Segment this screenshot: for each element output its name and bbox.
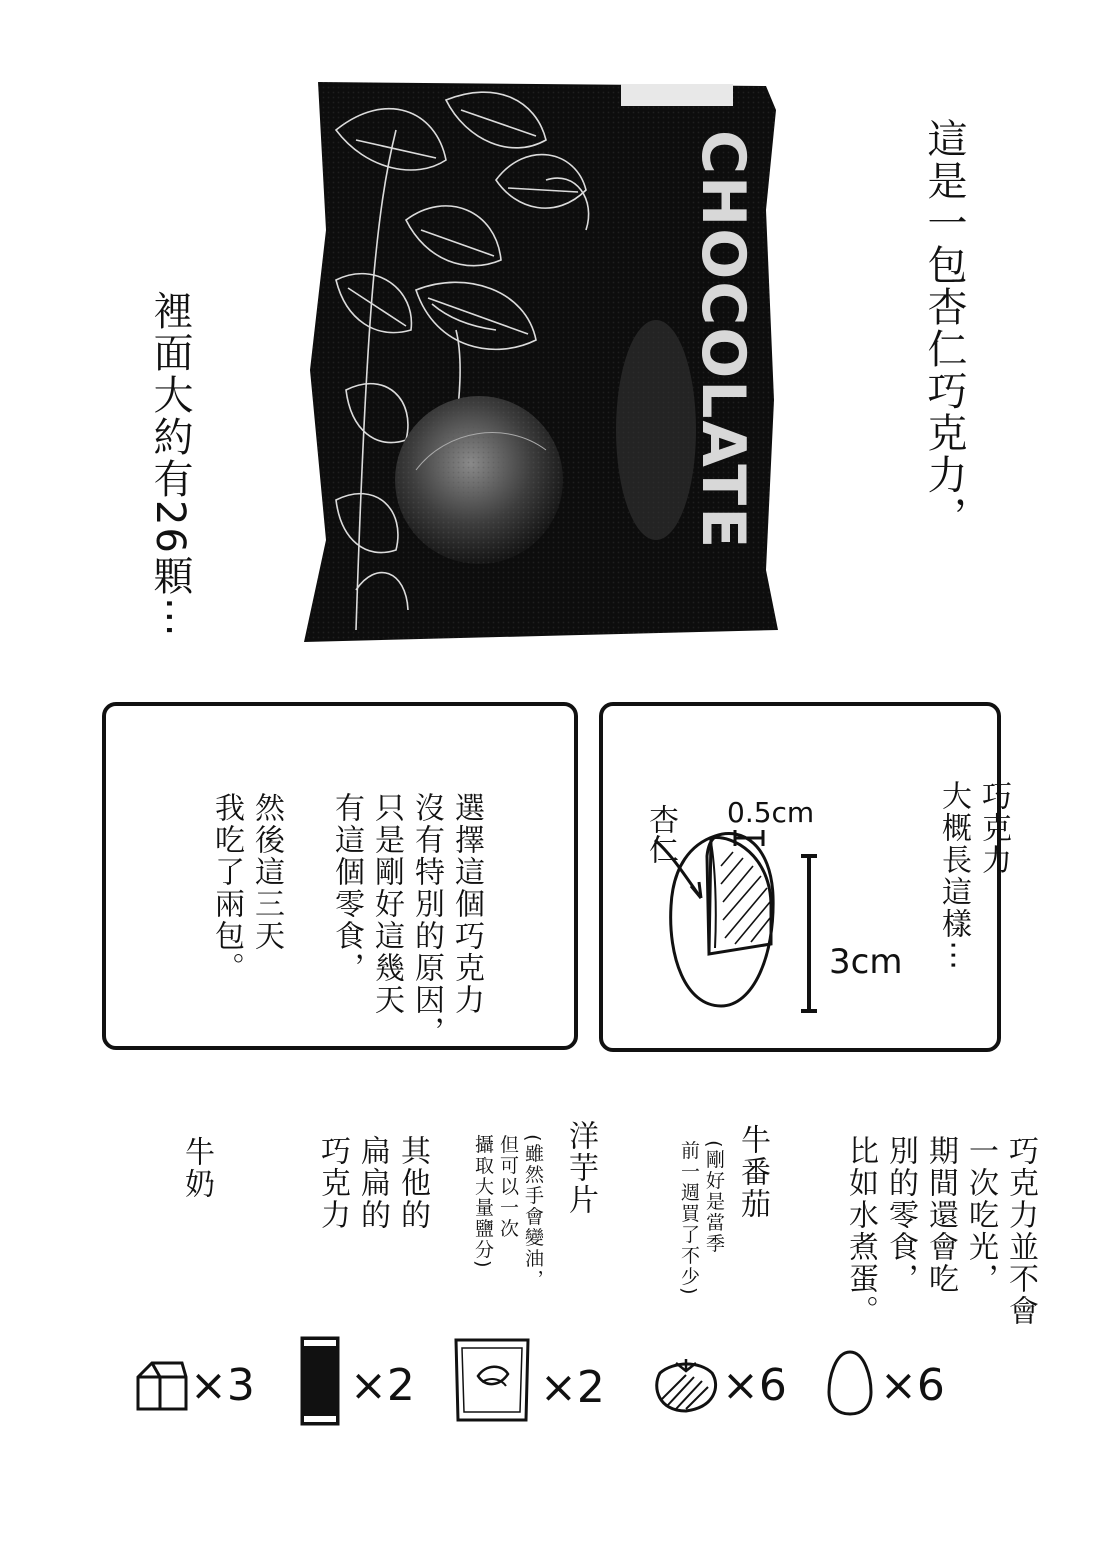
snack-chips-note-line: (雖然手會變油，	[522, 1134, 544, 1291]
snack-tomato-note-line: (剛好是當季	[703, 1140, 725, 1255]
snack-other-chocolate-line: 其他的	[395, 1135, 430, 1232]
panel-size-caption-line: 巧克力	[976, 780, 1011, 877]
snack-tomato-note	[676, 1124, 751, 1297]
panel-reason-line: 沒有特別的原因，	[409, 792, 444, 1049]
snack-chips-title: 洋芋片	[563, 1120, 598, 1216]
panel-reason-text	[166, 746, 526, 1049]
caption-chocolate-intro: 這是一包杏仁巧克力，	[921, 118, 967, 538]
snack-other-chocolate	[312, 1112, 472, 1231]
snack-chips-note	[470, 1118, 570, 1291]
chocolate-bar-icon	[300, 1336, 340, 1426]
snack-milk: 牛奶	[179, 1136, 214, 1200]
tally-milk: ×3	[190, 1360, 255, 1411]
caption-other-snacks	[840, 1112, 1080, 1327]
panel-reason	[102, 702, 578, 1050]
caption-other-snacks-line: 期間還會吃	[923, 1135, 958, 1296]
chips-bag-icon	[452, 1336, 532, 1422]
chocolate-package	[296, 70, 796, 650]
label-almond: 杏仁	[643, 804, 678, 864]
panel-reason-line: 然後這三天	[249, 792, 284, 953]
panel-reason-line: 只是剛好這幾天	[369, 792, 404, 1017]
snack-tomato-title: 牛番茄	[735, 1124, 770, 1220]
snack-chips-note-line: 但可以一次	[497, 1134, 519, 1240]
caption-other-snacks-line: 別的零食，	[883, 1135, 918, 1296]
tally-chips: ×2	[540, 1362, 605, 1413]
egg-icon	[825, 1348, 875, 1418]
snack-other-chocolate-line: 扁扁的	[355, 1135, 390, 1232]
package-label: CHOCOLATE	[688, 130, 758, 551]
tally-tomato: ×6	[722, 1360, 787, 1411]
panel-reason-line: 我吃了兩包。	[209, 792, 244, 985]
chocolate-size-sketch	[603, 706, 1003, 1056]
label-height: 3cm	[829, 942, 903, 982]
milk-carton-icon	[130, 1355, 190, 1415]
tally-chocolate: ×2	[350, 1360, 415, 1411]
tomato-icon	[650, 1355, 720, 1415]
panel-size-diagram	[599, 702, 1011, 1052]
caption-other-snacks-line: 一次吃光，	[963, 1135, 998, 1296]
tally-egg: ×6	[880, 1360, 945, 1411]
snack-other-chocolate-line: 巧克力	[315, 1135, 350, 1232]
snack-tomato-note-line: 前一週買了不少)	[678, 1140, 700, 1297]
caption-other-snacks-line: 比如水煮蛋。	[843, 1135, 878, 1328]
panel-reason-line: 有這個零食，	[329, 792, 364, 985]
caption-chocolate-count: 裡面大約有26顆⋯	[147, 290, 193, 639]
caption-other-snacks-line: 巧克力並不會	[1003, 1135, 1038, 1328]
snack-chips-note-line: 攝取大量鹽分)	[472, 1134, 494, 1270]
label-width: 0.5cm	[727, 796, 815, 829]
panel-size-caption-line: 大概長這樣⋯	[936, 780, 971, 973]
panel-reason-line: 選擇這個巧克力	[449, 792, 484, 1017]
